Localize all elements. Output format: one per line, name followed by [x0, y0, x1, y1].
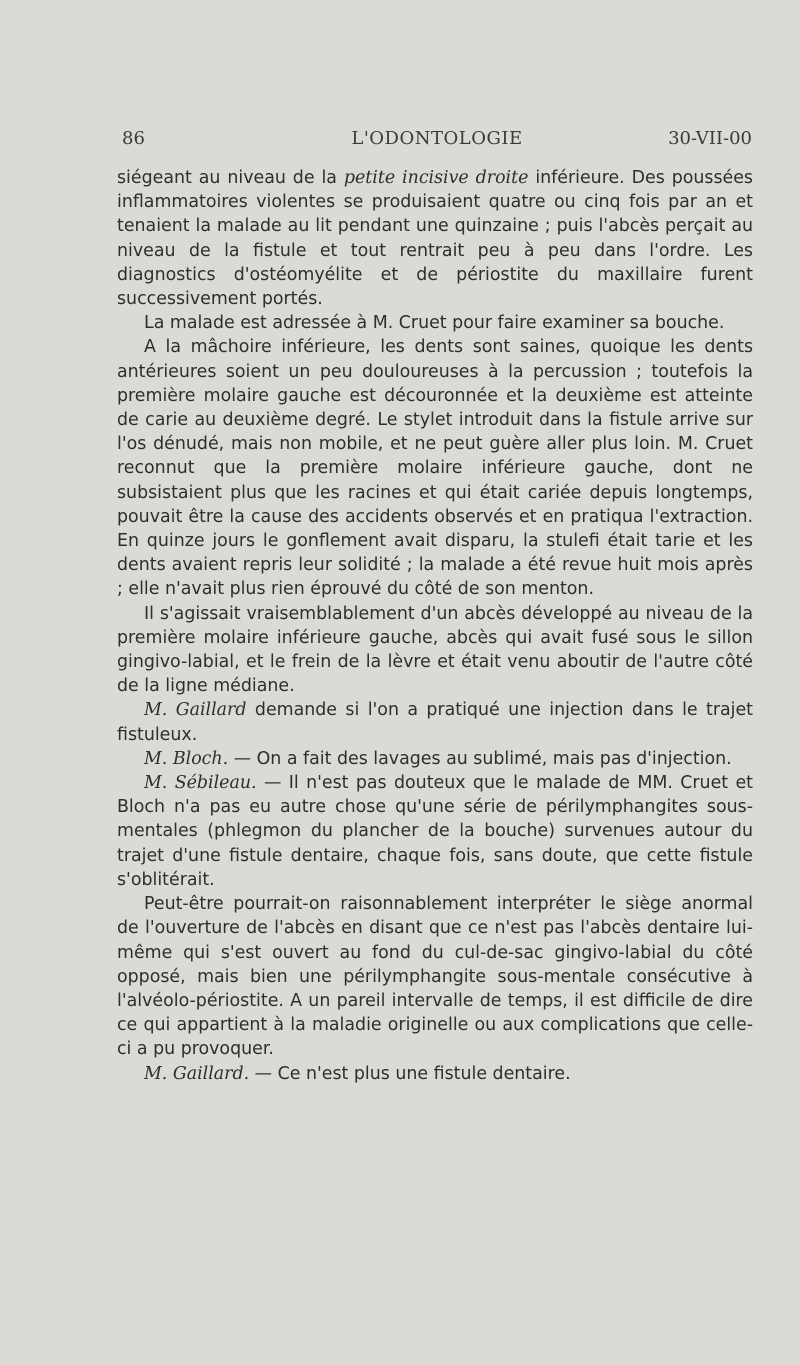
italic-text: M. Bloch.: [144, 748, 229, 769]
paragraph: [117, 335, 753, 601]
paragraph: [117, 602, 753, 699]
paragraph-text: La malade est adressée à M. Cruet pour faire examiner sa bouche.: [144, 313, 725, 334]
paragraph: [117, 1062, 753, 1086]
italic-text: petite incisive droite: [343, 168, 529, 188]
page-number: 86: [122, 128, 145, 149]
paragraph: [117, 698, 753, 746]
paragraph-text: — Il n'est pas douteux que le malade de MM. Cruet et Bloch n'a pas eu autre chose qu'une série de périlymphangites sous-mentales (phlegmon du plancher de la bouche) survenues autour du trajet d'une fistule dentaire, chaque fois, sans doute, que cette fistule s'oblitérait.: [117, 773, 753, 890]
paragraph-text: A la mâchoire inférieure, les dents sont saines, quoique les dents antérieures soient un peu douloureuses à la percussion ; toutefois la première molaire gauche est découronnée et la deuxième est atteinte de carie au deuxième degré. Le stylet introduit dans la fistule arrive sur l'os dénudé, mais non mobile, et ne peut guère aller plus loin. M. Cruet reconnut que la première molaire inférieure gauche, dont ne subsistaient plus que les racines et qui était cariée depuis longtemps, pouvait être la cause des accidents observés et en pratiqua l'extraction. En quinze jours le gonflement avait disparu, la stulefi était tarie et les dents avaient repris leur solidité ; la malade a été revue huit mois après ; elle n'avait plus rien éprouvé du côté de son menton.: [117, 337, 753, 600]
journal-title: L'ODONTOLOGIE: [351, 128, 523, 149]
paragraph-text: inférieure. Des poussées inflammatoires violentes se produisaient quatre ou cinq fois par an et tenaient la malade au lit pendant une quinzaine ; puis l'abcès perçait au niveau de la fistule et tout rentrait peu à peu dans l'ordre. Les diagnostics d'ostéomyélite et de périostite du maxillaire furent successivement portés.: [117, 168, 753, 310]
paragraph-text: Il s'agissait vraisemblablement d'un abcès développé au niveau de la première molaire inférieure gauche, abcès qui avait fusé sous le sillon gingivo-labial, et le frein de la lèvre et était venu aboutir de l'autre côté de la ligne médiane.: [117, 603, 753, 697]
paragraph-text: siégeant au niveau de la: [117, 168, 344, 188]
italic-text: M. Gaillard.: [144, 1063, 250, 1084]
paragraph: [117, 771, 753, 892]
paragraph-text: demande si l'on a pratiqué une injection dans le trajet fistuleux.: [117, 700, 753, 745]
body-text: [117, 166, 753, 1086]
paragraph: [117, 892, 753, 1061]
paragraph: [117, 747, 753, 771]
italic-text: M. Gaillard: [144, 700, 247, 721]
paragraph-text: — On a fait des lavages au sublimé, mais pas d'injection.: [228, 748, 732, 769]
italic-text: M. Sébileau.: [144, 773, 257, 794]
paragraph-text: — Ce n'est plus une fistule dentaire.: [249, 1063, 571, 1084]
issue-date: 30-VII-00: [668, 128, 752, 149]
running-header: [122, 128, 752, 154]
paragraph-text: Peut-être pourrait-on raisonnablement interpréter le siège anormal de l'ouverture de l'abcès en disant que ce n'est pas l'abcès dentaire lui-même qui s'est ouvert au fond du cul-de-sac gingivo-labial du côté opposé, mais bien une périlymphangite sous-mentale consécutive à l'alvéolo-périostite. A un pareil intervalle de temps, il est difficile de dire ce qui appartient à la maladie originelle ou aux complications que celle-ci a pu provoquer.: [117, 894, 753, 1060]
paragraph: [117, 166, 753, 311]
paragraph: [117, 311, 753, 335]
